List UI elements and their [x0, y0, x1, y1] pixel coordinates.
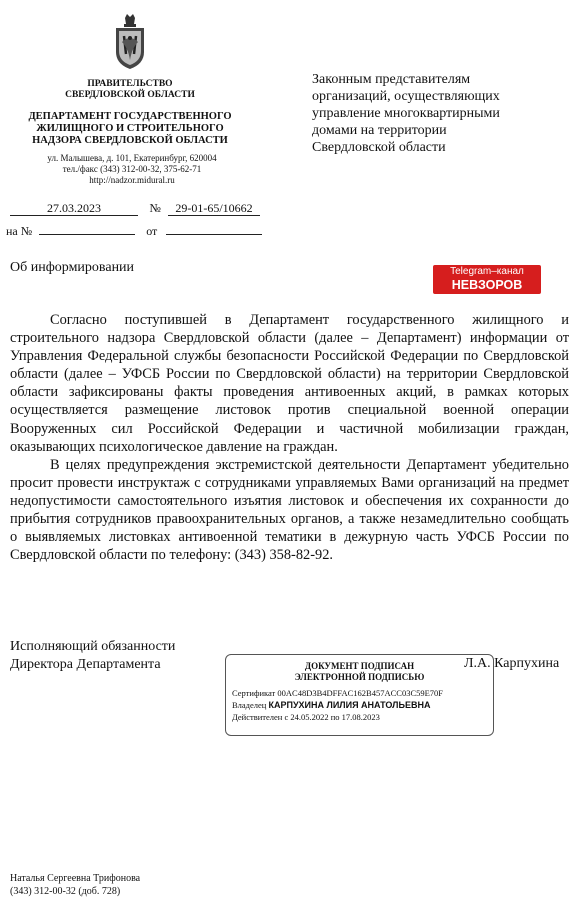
registration-row — [10, 201, 260, 216]
department-name — [12, 111, 248, 147]
addressee-line: организаций, осуществляющих — [312, 89, 500, 104]
stamp-header-line: ЭЛЕКТРОННОЙ ПОДПИСЬЮ — [294, 672, 425, 682]
government-line: СВЕРДЛОВСКОЙ ОБЛАСТИ — [65, 90, 195, 100]
addressee-line: домами на территории — [312, 123, 447, 138]
addressee-line: управление многоквартирными — [312, 106, 500, 121]
reply-row — [6, 220, 262, 239]
letter-subject: Об информировании — [10, 260, 135, 275]
stamp-header-line: ДОКУМЕНТ ПОДПИСАН — [304, 661, 415, 671]
watermark-line-1: Telegram–канал — [450, 266, 524, 277]
document-number: 29-01-65/10662 — [168, 201, 260, 216]
government-line: ПРАВИТЕЛЬСТВО — [87, 79, 173, 89]
department-line: ДЕПАРТАМЕНТ ГОСУДАРСТВЕННОГО — [28, 111, 232, 122]
executor-phone: (343) 312-00-32 (доб. 728) — [10, 886, 121, 897]
in-reply-number — [39, 220, 135, 235]
number-label: № — [149, 201, 161, 215]
owner-label: Владелец — [232, 700, 267, 710]
signatory-title-line: Исполняющий обязанности — [10, 639, 176, 654]
watermark-line-2: НЕВЗОРОВ — [451, 278, 523, 292]
executor-name: Наталья Сергеевна Трифонова — [10, 873, 141, 884]
in-reply-date — [166, 220, 262, 235]
department-line: ЖИЛИЩНОГО И СТРОИТЕЛЬНОГО — [36, 123, 224, 134]
government-name — [30, 79, 230, 101]
addressee-line: Законным представителям — [312, 72, 471, 87]
stamp-owner — [226, 700, 493, 711]
coat-of-arms-emblem — [112, 14, 148, 70]
body-paragraph: Согласно поступившей в Департамент государственного жилищного и строительного надзора Свердловской области (далее – Департамент) информации от Управления Федеральной службы безопасности Российской Федерации по Свердловской области (далее – УФСБ России по Свердловской области) на территории Свердловской области зафиксированы факты проведения антивоенных акций, в рамках которых осуществляется размещение листовок против специальной военной операции Вооруженных сил Российской Федерации и частичной мобилизации граждан, оказывающих психологическое давление на граждан. — [10, 312, 569, 455]
addressee-block — [312, 71, 562, 156]
addressee-line: Свердловской области — [312, 140, 446, 155]
department-address — [22, 153, 242, 186]
department-line: НАДЗОРА СВЕРДЛОВСКОЙ ОБЛАСТИ — [32, 135, 228, 146]
signatory-name: Л.А. Карпухина — [464, 656, 560, 671]
letter-body — [10, 311, 569, 564]
body-paragraph: В целях предупреждения экстремистской деятельности Департамент убедительно просит провести инструктаж с сотрудниками управляемых Вами организаций на предмет недопустимости самостоятельного изъятия листовок и обеспечения их сохранности до прибытия сотрудников правоохранительных органов, а также незамедлительно сообщать о выявляемых листовках антивоенной тематики в дежурную часть УФСБ России по Свердловской области по телефону: (343) 358-82-92. — [10, 456, 569, 564]
address-line: ул. Малышева, д. 101, Екатеринбург, 620004 — [47, 153, 217, 163]
telegram-channel-watermark — [433, 265, 541, 294]
owner-value: КАРПУХИНА ЛИЛИЯ АНАТОЛЬЕВНА — [268, 700, 431, 710]
stamp-validity: Действителен с 24.05.2022 по 17.08.2023 — [232, 712, 380, 722]
stamp-certificate — [226, 688, 493, 699]
electronic-signature-stamp — [225, 654, 494, 736]
certificate-label: Сертификат — [232, 688, 276, 698]
from-label: от — [146, 224, 158, 238]
document-date: 27.03.2023 — [10, 201, 138, 216]
signatory-title-line: Директора Департамента — [10, 657, 161, 672]
certificate-value: 00AC48D3B4DFFAC162B457ACC03C59E70F — [277, 688, 444, 698]
phone-line: тел./факс (343) 312-00-32, 375-62-71 — [62, 164, 202, 174]
website-link[interactable]: http://nadzor.midural.ru — [89, 175, 175, 185]
executor-info — [10, 872, 140, 898]
stamp-header — [226, 661, 493, 683]
signatory-title — [10, 638, 175, 674]
in-reply-label: на № — [6, 224, 33, 238]
